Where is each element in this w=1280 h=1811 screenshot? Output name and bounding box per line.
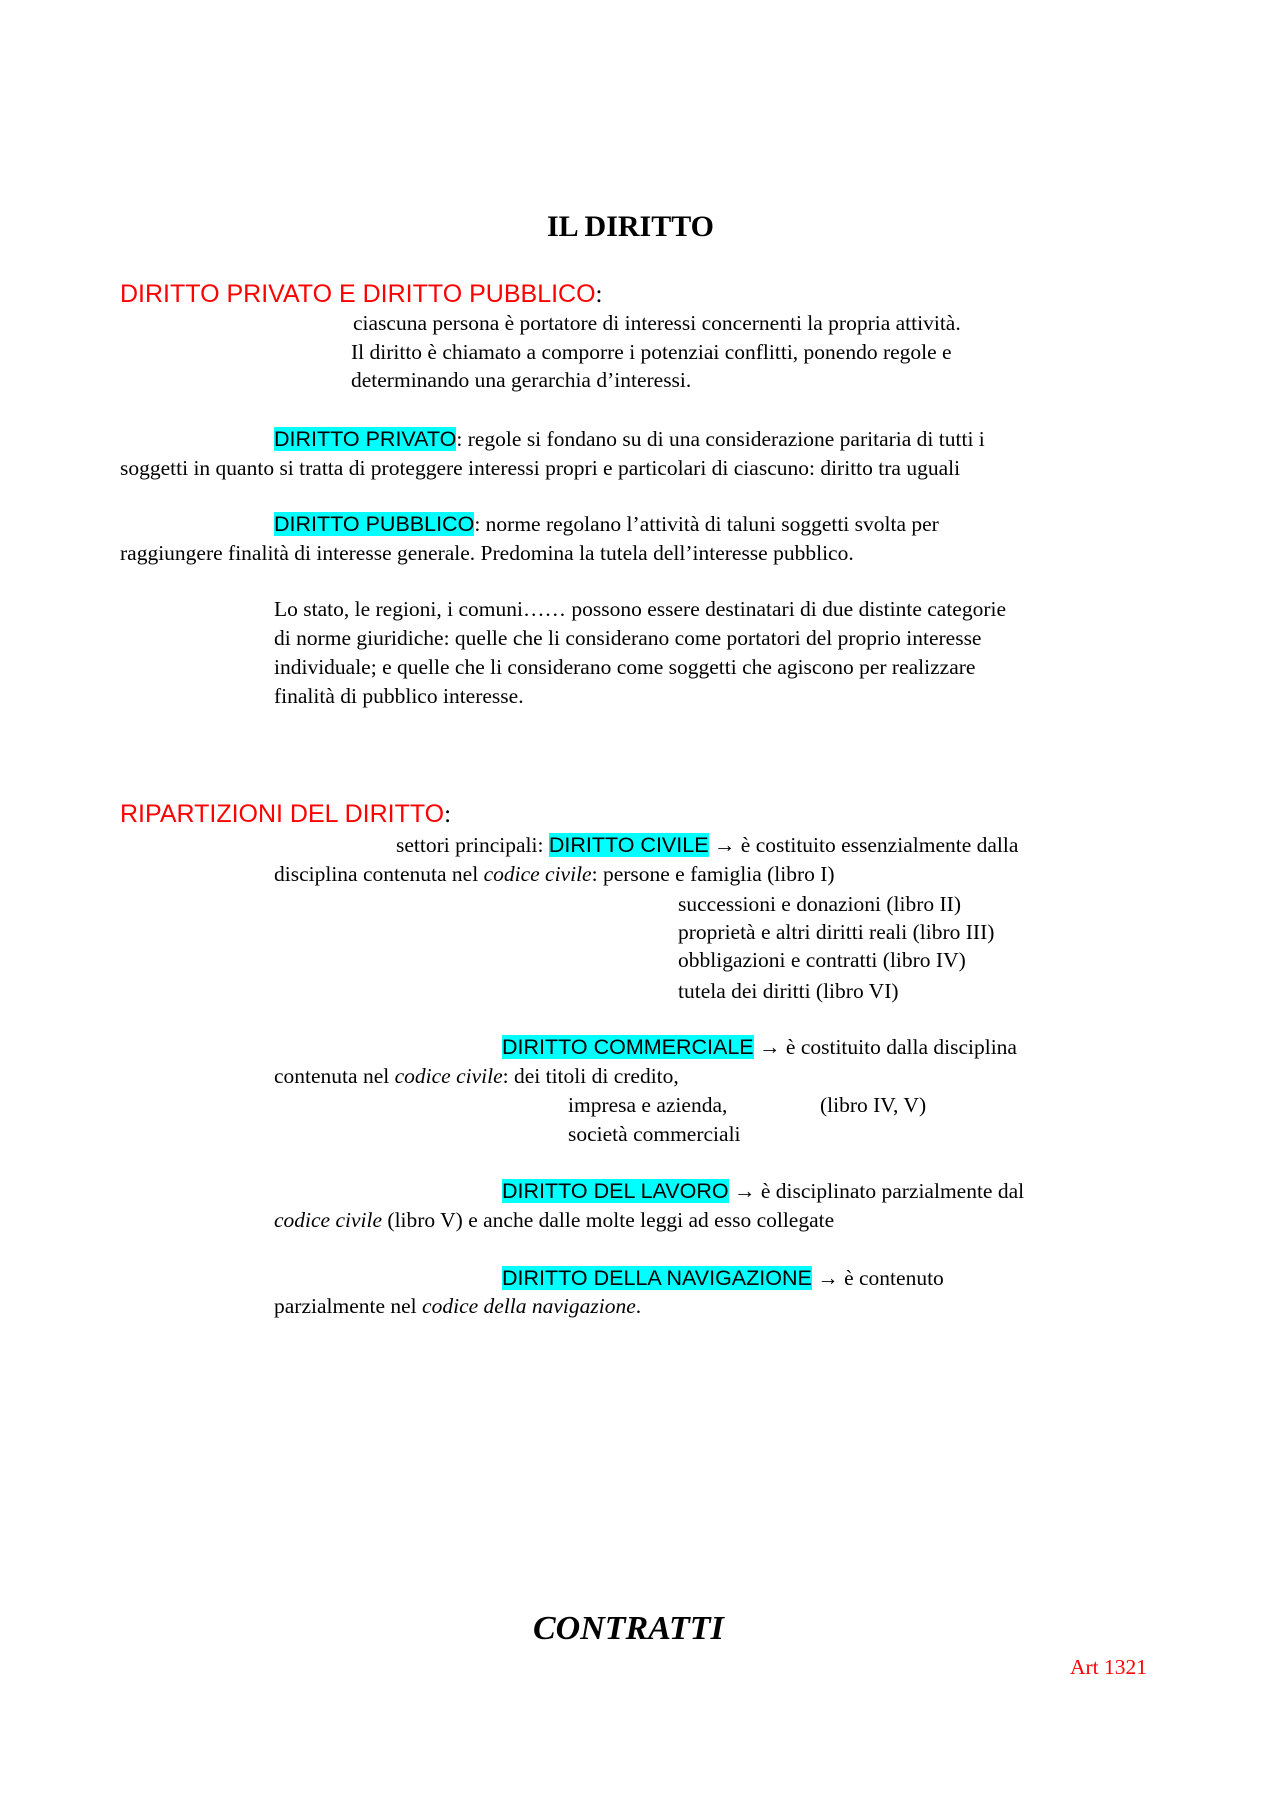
diritto-commerciale-line-2 xyxy=(274,1064,679,1090)
heading-colon: : xyxy=(444,801,452,828)
diritto-pubblico-text: : norme regolano l’attività di taluni soggetti svolta per xyxy=(474,512,939,536)
diritto-civile-line-2 xyxy=(274,862,835,888)
diritto-navigazione-line-2 xyxy=(274,1294,641,1320)
diritto-lavoro-term: DIRITTO DEL LAVORO xyxy=(502,1179,729,1203)
diritto-privato-line-1 xyxy=(274,427,985,453)
commerciale-libro-ref: (libro IV, V) xyxy=(820,1093,927,1117)
section-heading-ripartizioni xyxy=(120,799,451,830)
diritto-pubblico-term: DIRITTO PUBBLICO xyxy=(274,512,475,536)
libro-item: tutela dei diritti (libro VI) xyxy=(678,979,899,1003)
settori-label: settori principali: xyxy=(396,833,549,857)
note-line-1: Lo stato, le regioni, i comuni…… possono essere destinatari di due distinte categorie xyxy=(274,597,1007,621)
libro-item: proprietà e altri diritti reali (libro III) xyxy=(678,920,995,944)
section-heading-text: RIPARTIZIONI DEL DIRITTO xyxy=(120,800,445,828)
commerciale-item: società commerciali xyxy=(568,1122,741,1146)
diritto-navigazione-term: DIRITTO DELLA NAVIGAZIONE xyxy=(502,1266,812,1290)
diritto-privato-text: : regole si fondano su di una considerazione paritaria di tutti i xyxy=(456,427,985,451)
libro-item: obbligazioni e contratti (libro IV) xyxy=(678,948,966,972)
commerciale-item: impresa e azienda, xyxy=(568,1093,728,1117)
note-line-4: finalità di pubblico interesse. xyxy=(274,684,524,708)
note-line-3: individuale; e quelle che li considerano come soggetti che agiscono per realizzare xyxy=(274,655,976,679)
text: parzialmente nel xyxy=(274,1294,423,1318)
diritto-civile-line-1 xyxy=(396,833,1018,859)
intro-line-1: ciascuna persona è portatore di interessi concernenti la propria attività. xyxy=(353,311,961,335)
section-heading-privato-pubblico xyxy=(120,279,603,310)
diritto-civile-text: → è costituito essenzialmente dalla xyxy=(708,833,1019,857)
diritto-civile-term: DIRITTO CIVILE xyxy=(548,833,709,857)
text: : dei titoli di credito, xyxy=(502,1064,679,1088)
text: : persone e famiglia (libro I) xyxy=(591,862,835,886)
diritto-commerciale-text: → è costituito dalla disciplina xyxy=(753,1035,1017,1059)
diritto-navigazione-line-1 xyxy=(502,1266,944,1292)
intro-line-3: determinando una gerarchia d’interessi. xyxy=(351,368,692,392)
codice-civile-ref: codice civile xyxy=(483,862,592,886)
diritto-lavoro-text: → è disciplinato parzialmente dal xyxy=(728,1179,1025,1203)
libro-item: successioni e donazioni (libro II) xyxy=(678,892,961,916)
diritto-pubblico-line-2: raggiungere finalità di interesse generale. Predomina la tutela dell’interesse pubblico. xyxy=(120,541,854,565)
intro-line-2: Il diritto è chiamato a comporre i potenziai conflitti, ponendo regole e xyxy=(351,340,952,364)
article-reference: Art 1321 xyxy=(1070,1655,1148,1679)
diritto-privato-line-2: soggetti in quanto si tratta di proteggere interessi propri e particolari di ciascuno: diritto tra uguali xyxy=(120,456,961,480)
diritto-commerciale-line-1 xyxy=(502,1035,1017,1061)
codice-civile-ref: codice civile xyxy=(274,1208,383,1232)
text: (libro V) e anche dalle molte leggi ad esso collegate xyxy=(382,1208,835,1232)
page-title: IL DIRITTO xyxy=(547,210,715,243)
codice-civile-ref: codice civile xyxy=(394,1064,503,1088)
diritto-commerciale-term: DIRITTO COMMERCIALE xyxy=(502,1035,754,1059)
diritto-navigazione-text: → è contenuto xyxy=(811,1266,944,1290)
text: contenuta nel xyxy=(274,1064,395,1088)
diritto-lavoro-line-2 xyxy=(274,1208,834,1234)
diritto-privato-term: DIRITTO PRIVATO xyxy=(274,427,457,451)
note-line-2: di norme giuridiche: quelle che li considerano come portatori del proprio interesse xyxy=(274,626,982,650)
section-heading-text: DIRITTO PRIVATO E DIRITTO PUBBLICO xyxy=(120,280,596,308)
text: disciplina contenuta nel xyxy=(274,862,484,886)
codice-navigazione-ref: codice della navigazione xyxy=(422,1294,636,1318)
heading-colon: : xyxy=(595,281,603,308)
contratti-title: CONTRATTI xyxy=(533,1610,724,1647)
diritto-lavoro-line-1 xyxy=(502,1179,1024,1205)
text: . xyxy=(635,1294,642,1318)
diritto-pubblico-line-1 xyxy=(274,512,939,538)
